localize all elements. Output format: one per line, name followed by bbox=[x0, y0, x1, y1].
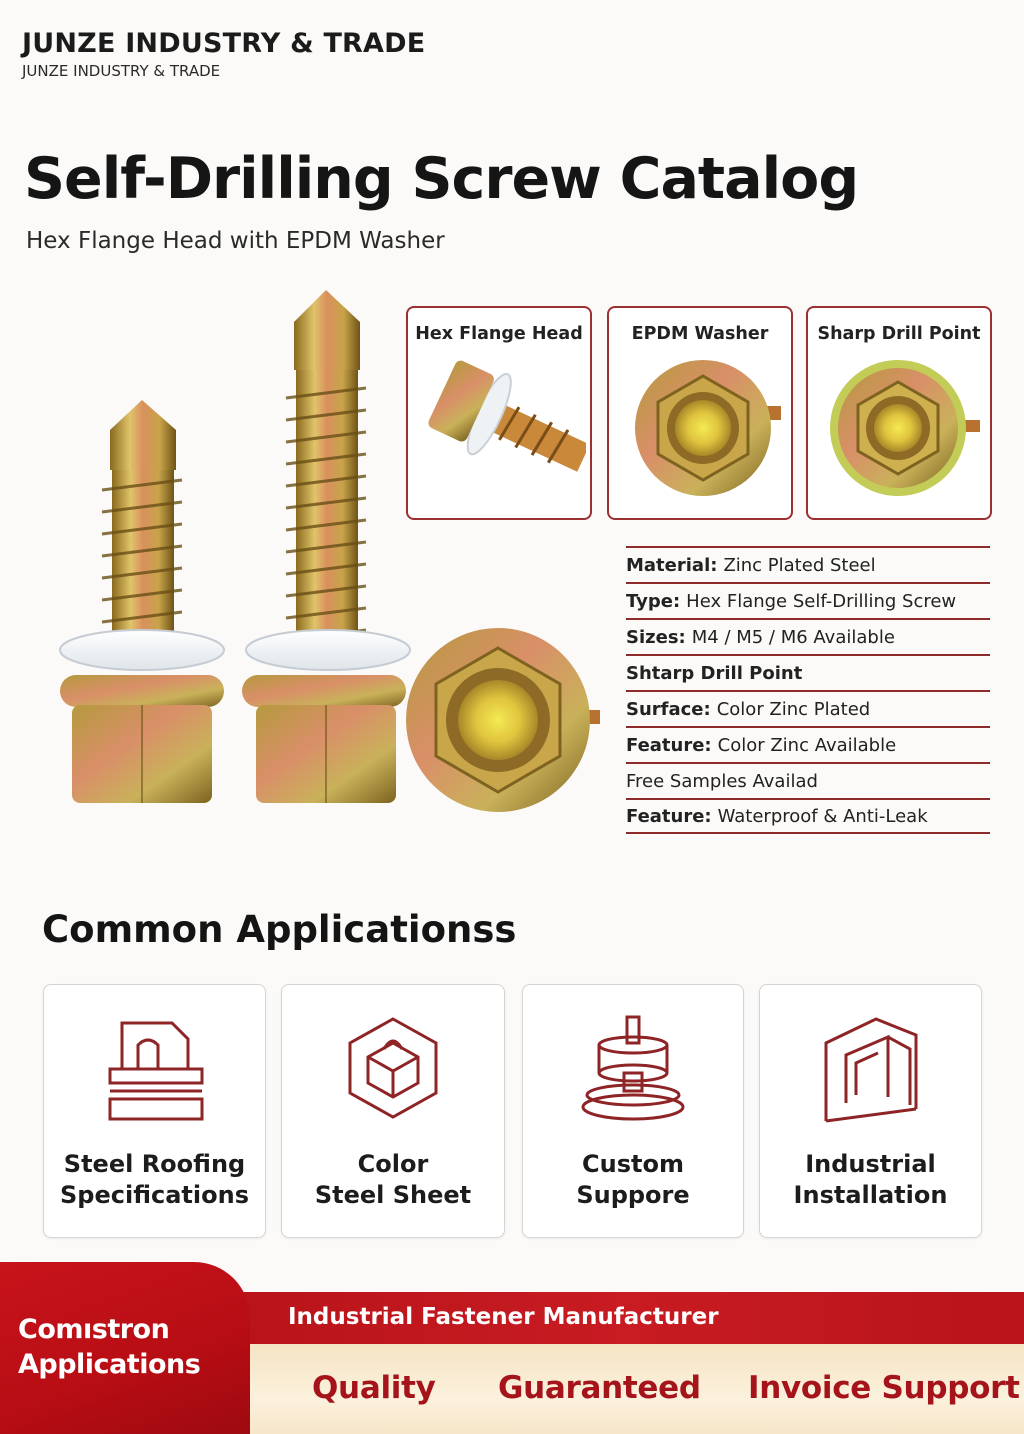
spec-value: Color Zinc Available bbox=[717, 734, 897, 756]
spec-value: Free Samples Availad bbox=[626, 770, 818, 792]
spec-row bbox=[626, 654, 990, 690]
steel-roofing-icon bbox=[100, 1013, 210, 1125]
app-card-steel-roofing bbox=[43, 984, 266, 1238]
brand-block bbox=[22, 28, 425, 80]
app-label: Custom Suppore bbox=[576, 1150, 690, 1209]
hex-flange-screw-icon bbox=[416, 356, 586, 512]
spec-row bbox=[626, 618, 990, 654]
detail-card-epdm-washer bbox=[607, 306, 793, 520]
app-label: Industrial Installation bbox=[793, 1150, 948, 1209]
industrial-building-icon bbox=[816, 1013, 926, 1125]
footer-banner bbox=[0, 1262, 1024, 1434]
spec-value: Color Zinc Plated bbox=[716, 698, 871, 720]
custom-support-icon bbox=[578, 1013, 688, 1125]
footer-band-text: Industrial Fastener Manufacturer bbox=[288, 1304, 719, 1330]
footer-tag-guaranteed: Guaranteed bbox=[498, 1370, 701, 1406]
detail-card-label: Sharp Drill Point bbox=[817, 324, 981, 344]
footer-tags-strip bbox=[230, 1344, 1024, 1434]
spec-value: Zinc Plated Steel bbox=[723, 554, 876, 576]
spec-value: Hex Flange Self-Drilling Screw bbox=[686, 590, 957, 612]
spec-row bbox=[626, 798, 990, 834]
app-label: Color Steel Sheet bbox=[314, 1150, 472, 1209]
app-label: Steel Roofing Specifications bbox=[60, 1150, 249, 1209]
app-card-color-steel-sheet bbox=[281, 984, 505, 1238]
spec-row bbox=[626, 690, 990, 726]
spec-row bbox=[626, 582, 990, 618]
brand-subtitle: JUNZE INDUSTRY & TRADE bbox=[22, 62, 221, 80]
washer-icon bbox=[617, 356, 787, 512]
page-title: Self-Drilling Screw Catalog bbox=[24, 146, 859, 212]
footer-tab-line: Applications bbox=[18, 1349, 201, 1380]
brand-name: JUNZE INDUSTRY & TRADE bbox=[22, 28, 426, 59]
footer-tab-text bbox=[18, 1312, 200, 1382]
app-card-industrial-installation bbox=[759, 984, 982, 1238]
spec-value: Waterproof & Anti-Leak bbox=[717, 805, 928, 827]
app-card-custom-support bbox=[522, 984, 744, 1238]
spec-key: Sizes: bbox=[626, 626, 686, 648]
spec-list bbox=[626, 546, 990, 834]
detail-card-label: Hex Flange Head bbox=[415, 324, 583, 344]
spec-key: Feature: bbox=[626, 805, 712, 827]
page-subtitle: Hex Flange Head with EPDM Washer bbox=[26, 228, 445, 254]
footer-tab-line: Comıstron bbox=[18, 1314, 170, 1345]
spec-key: Surface: bbox=[626, 698, 711, 720]
footer-red-band bbox=[230, 1292, 1024, 1344]
steel-sheet-icon bbox=[338, 1013, 448, 1125]
spec-row bbox=[626, 546, 990, 582]
footer-red-tab bbox=[0, 1262, 250, 1434]
detail-card-hex-flange bbox=[406, 306, 592, 520]
spec-value: M4 / M5 / M6 Available bbox=[691, 626, 895, 648]
spec-key: Type: bbox=[626, 590, 681, 612]
spec-key: Material: bbox=[626, 554, 718, 576]
detail-card-drill-point bbox=[806, 306, 992, 520]
footer-tag-invoice-support: Invoice Support bbox=[748, 1370, 1020, 1406]
spec-value: Shtarp Drill Point bbox=[626, 662, 803, 684]
detail-card-label: EPDM Washer bbox=[631, 324, 769, 344]
spec-row bbox=[626, 726, 990, 762]
drill-point-icon bbox=[816, 356, 986, 512]
spec-key: Feature: bbox=[626, 734, 712, 756]
footer-tag-quality: Quality bbox=[312, 1370, 436, 1406]
spec-row bbox=[626, 762, 990, 798]
applications-title: Common Applicationss bbox=[42, 908, 517, 951]
